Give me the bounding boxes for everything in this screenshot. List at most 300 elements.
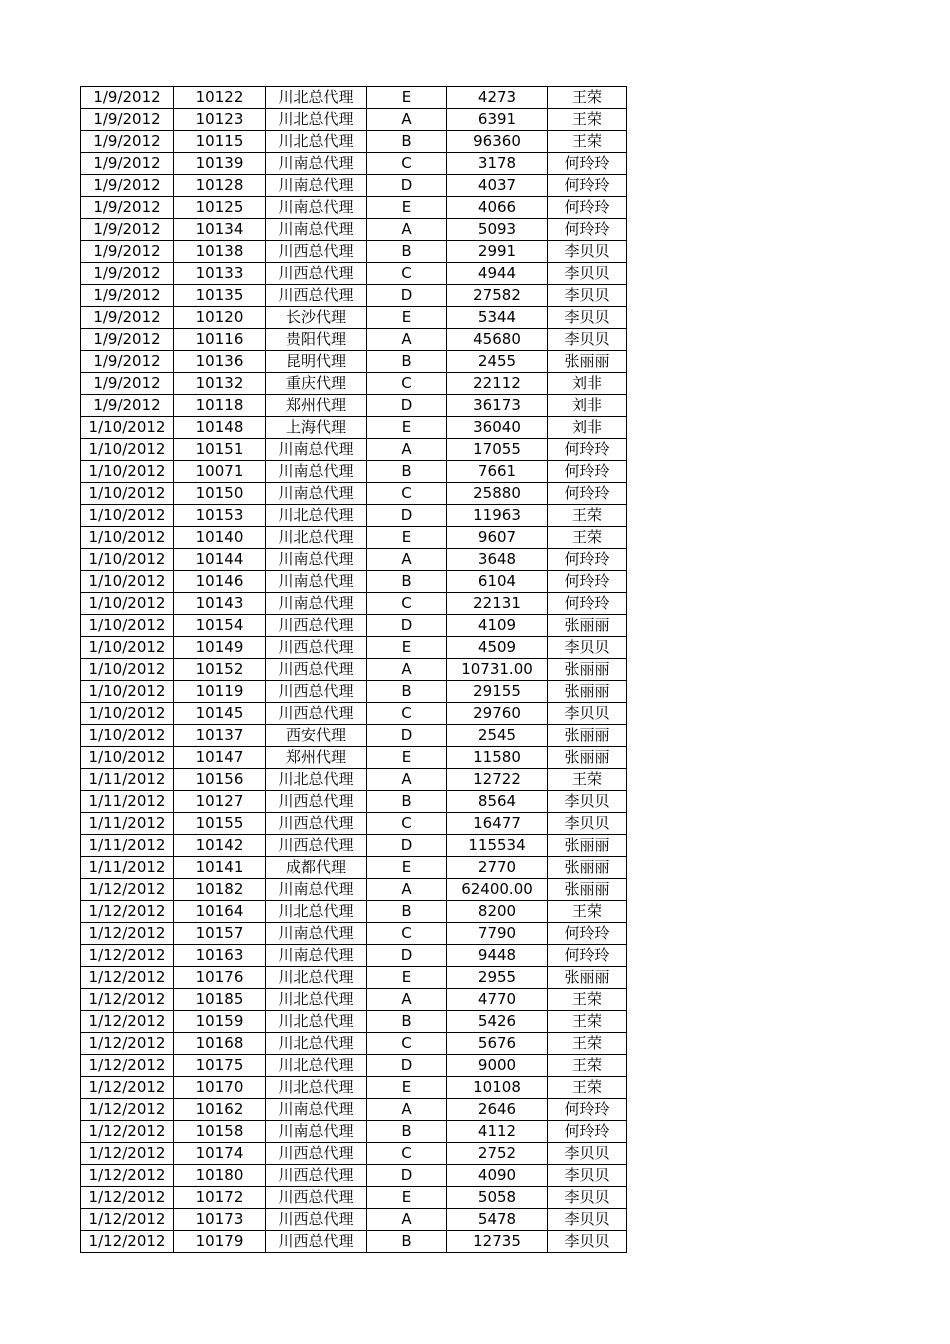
date-cell: 1/9/2012 bbox=[81, 87, 174, 109]
id-cell: 10172 bbox=[174, 1187, 266, 1209]
id-cell: 10182 bbox=[174, 879, 266, 901]
agent-cell: 川西总代理 bbox=[266, 659, 367, 681]
date-cell: 1/9/2012 bbox=[81, 395, 174, 417]
agent-cell: 川西总代理 bbox=[266, 1187, 367, 1209]
id-cell: 10135 bbox=[174, 285, 266, 307]
id-cell: 10116 bbox=[174, 329, 266, 351]
person-cell: 何玲玲 bbox=[548, 439, 627, 461]
table-row bbox=[81, 659, 627, 681]
amount-cell: 22112 bbox=[447, 373, 548, 395]
amount-cell: 4112 bbox=[447, 1121, 548, 1143]
person-cell: 张丽丽 bbox=[548, 747, 627, 769]
amount-cell: 5478 bbox=[447, 1209, 548, 1231]
table-row bbox=[81, 835, 627, 857]
grade-cell: A bbox=[367, 329, 447, 351]
table-row bbox=[81, 791, 627, 813]
agent-cell: 川北总代理 bbox=[266, 131, 367, 153]
agent-cell: 郑州代理 bbox=[266, 395, 367, 417]
data-table bbox=[80, 86, 627, 1253]
amount-cell: 8200 bbox=[447, 901, 548, 923]
table-row bbox=[81, 945, 627, 967]
amount-cell: 4770 bbox=[447, 989, 548, 1011]
person-cell: 王荣 bbox=[548, 769, 627, 791]
date-cell: 1/11/2012 bbox=[81, 857, 174, 879]
person-cell: 何玲玲 bbox=[548, 945, 627, 967]
id-cell: 10149 bbox=[174, 637, 266, 659]
grade-cell: C bbox=[367, 1143, 447, 1165]
amount-cell: 10731.00 bbox=[447, 659, 548, 681]
table-row bbox=[81, 813, 627, 835]
id-cell: 10141 bbox=[174, 857, 266, 879]
amount-cell: 45680 bbox=[447, 329, 548, 351]
date-cell: 1/10/2012 bbox=[81, 527, 174, 549]
amount-cell: 12735 bbox=[447, 1231, 548, 1253]
date-cell: 1/10/2012 bbox=[81, 461, 174, 483]
table-row bbox=[81, 901, 627, 923]
date-cell: 1/9/2012 bbox=[81, 175, 174, 197]
date-cell: 1/9/2012 bbox=[81, 197, 174, 219]
table-row bbox=[81, 87, 627, 109]
person-cell: 王荣 bbox=[548, 901, 627, 923]
table-row bbox=[81, 527, 627, 549]
person-cell: 李贝贝 bbox=[548, 1209, 627, 1231]
agent-cell: 川西总代理 bbox=[266, 791, 367, 813]
date-cell: 1/10/2012 bbox=[81, 747, 174, 769]
table-row bbox=[81, 593, 627, 615]
table-row bbox=[81, 373, 627, 395]
agent-cell: 郑州代理 bbox=[266, 747, 367, 769]
id-cell: 10176 bbox=[174, 967, 266, 989]
agent-cell: 川西总代理 bbox=[266, 615, 367, 637]
date-cell: 1/11/2012 bbox=[81, 813, 174, 835]
person-cell: 何玲玲 bbox=[548, 197, 627, 219]
table-row bbox=[81, 263, 627, 285]
agent-cell: 川南总代理 bbox=[266, 571, 367, 593]
table-row bbox=[81, 879, 627, 901]
table-row bbox=[81, 1055, 627, 1077]
grade-cell: E bbox=[367, 197, 447, 219]
date-cell: 1/9/2012 bbox=[81, 329, 174, 351]
person-cell: 王荣 bbox=[548, 1033, 627, 1055]
person-cell: 李贝贝 bbox=[548, 1143, 627, 1165]
table-row bbox=[81, 197, 627, 219]
table-row bbox=[81, 439, 627, 461]
amount-cell: 16477 bbox=[447, 813, 548, 835]
grade-cell: C bbox=[367, 593, 447, 615]
date-cell: 1/12/2012 bbox=[81, 967, 174, 989]
grade-cell: B bbox=[367, 901, 447, 923]
grade-cell: B bbox=[367, 241, 447, 263]
id-cell: 10155 bbox=[174, 813, 266, 835]
person-cell: 何玲玲 bbox=[548, 219, 627, 241]
id-cell: 10154 bbox=[174, 615, 266, 637]
id-cell: 10179 bbox=[174, 1231, 266, 1253]
date-cell: 1/9/2012 bbox=[81, 241, 174, 263]
grade-cell: E bbox=[367, 307, 447, 329]
id-cell: 10125 bbox=[174, 197, 266, 219]
id-cell: 10127 bbox=[174, 791, 266, 813]
date-cell: 1/10/2012 bbox=[81, 681, 174, 703]
grade-cell: C bbox=[367, 153, 447, 175]
id-cell: 10120 bbox=[174, 307, 266, 329]
id-cell: 10147 bbox=[174, 747, 266, 769]
date-cell: 1/12/2012 bbox=[81, 923, 174, 945]
person-cell: 刘非 bbox=[548, 395, 627, 417]
id-cell: 10174 bbox=[174, 1143, 266, 1165]
grade-cell: D bbox=[367, 285, 447, 307]
table-row bbox=[81, 483, 627, 505]
amount-cell: 96360 bbox=[447, 131, 548, 153]
id-cell: 10173 bbox=[174, 1209, 266, 1231]
table-row bbox=[81, 571, 627, 593]
amount-cell: 6104 bbox=[447, 571, 548, 593]
id-cell: 10152 bbox=[174, 659, 266, 681]
date-cell: 1/12/2012 bbox=[81, 1077, 174, 1099]
agent-cell: 成都代理 bbox=[266, 857, 367, 879]
person-cell: 何玲玲 bbox=[548, 1121, 627, 1143]
person-cell: 王荣 bbox=[548, 1055, 627, 1077]
id-cell: 10136 bbox=[174, 351, 266, 373]
date-cell: 1/12/2012 bbox=[81, 1011, 174, 1033]
id-cell: 10118 bbox=[174, 395, 266, 417]
amount-cell: 5093 bbox=[447, 219, 548, 241]
date-cell: 1/12/2012 bbox=[81, 1209, 174, 1231]
amount-cell: 5058 bbox=[447, 1187, 548, 1209]
date-cell: 1/12/2012 bbox=[81, 1055, 174, 1077]
amount-cell: 10108 bbox=[447, 1077, 548, 1099]
person-cell: 张丽丽 bbox=[548, 835, 627, 857]
agent-cell: 西安代理 bbox=[266, 725, 367, 747]
agent-cell: 川南总代理 bbox=[266, 461, 367, 483]
person-cell: 张丽丽 bbox=[548, 857, 627, 879]
agent-cell: 川南总代理 bbox=[266, 483, 367, 505]
id-cell: 10123 bbox=[174, 109, 266, 131]
amount-cell: 36040 bbox=[447, 417, 548, 439]
table-row bbox=[81, 1077, 627, 1099]
id-cell: 10144 bbox=[174, 549, 266, 571]
id-cell: 10159 bbox=[174, 1011, 266, 1033]
table-row bbox=[81, 1209, 627, 1231]
table-row bbox=[81, 703, 627, 725]
table-row bbox=[81, 923, 627, 945]
amount-cell: 4273 bbox=[447, 87, 548, 109]
date-cell: 1/9/2012 bbox=[81, 219, 174, 241]
date-cell: 1/10/2012 bbox=[81, 505, 174, 527]
date-cell: 1/12/2012 bbox=[81, 1143, 174, 1165]
id-cell: 10133 bbox=[174, 263, 266, 285]
id-cell: 10185 bbox=[174, 989, 266, 1011]
agent-cell: 重庆代理 bbox=[266, 373, 367, 395]
date-cell: 1/11/2012 bbox=[81, 791, 174, 813]
agent-cell: 上海代理 bbox=[266, 417, 367, 439]
agent-cell: 川西总代理 bbox=[266, 681, 367, 703]
person-cell: 李贝贝 bbox=[548, 263, 627, 285]
grade-cell: A bbox=[367, 219, 447, 241]
agent-cell: 川北总代理 bbox=[266, 505, 367, 527]
date-cell: 1/9/2012 bbox=[81, 153, 174, 175]
agent-cell: 川北总代理 bbox=[266, 1011, 367, 1033]
amount-cell: 62400.00 bbox=[447, 879, 548, 901]
table-row bbox=[81, 307, 627, 329]
agent-cell: 川西总代理 bbox=[266, 263, 367, 285]
person-cell: 李贝贝 bbox=[548, 307, 627, 329]
grade-cell: A bbox=[367, 109, 447, 131]
agent-cell: 川南总代理 bbox=[266, 1121, 367, 1143]
id-cell: 10163 bbox=[174, 945, 266, 967]
grade-cell: A bbox=[367, 439, 447, 461]
date-cell: 1/10/2012 bbox=[81, 615, 174, 637]
person-cell: 李贝贝 bbox=[548, 637, 627, 659]
table-row bbox=[81, 109, 627, 131]
person-cell: 李贝贝 bbox=[548, 703, 627, 725]
grade-cell: B bbox=[367, 681, 447, 703]
amount-cell: 4037 bbox=[447, 175, 548, 197]
person-cell: 刘非 bbox=[548, 373, 627, 395]
person-cell: 张丽丽 bbox=[548, 879, 627, 901]
grade-cell: E bbox=[367, 1077, 447, 1099]
date-cell: 1/9/2012 bbox=[81, 373, 174, 395]
table-row bbox=[81, 1121, 627, 1143]
date-cell: 1/12/2012 bbox=[81, 945, 174, 967]
grade-cell: A bbox=[367, 989, 447, 1011]
person-cell: 何玲玲 bbox=[548, 923, 627, 945]
id-cell: 10151 bbox=[174, 439, 266, 461]
agent-cell: 川北总代理 bbox=[266, 967, 367, 989]
grade-cell: B bbox=[367, 1011, 447, 1033]
table-row bbox=[81, 1165, 627, 1187]
agent-cell: 川西总代理 bbox=[266, 285, 367, 307]
grade-cell: C bbox=[367, 373, 447, 395]
person-cell: 李贝贝 bbox=[548, 1165, 627, 1187]
amount-cell: 12722 bbox=[447, 769, 548, 791]
agent-cell: 川南总代理 bbox=[266, 153, 367, 175]
table-row bbox=[81, 1231, 627, 1253]
table-row bbox=[81, 175, 627, 197]
person-cell: 王荣 bbox=[548, 1077, 627, 1099]
person-cell: 李贝贝 bbox=[548, 791, 627, 813]
grade-cell: A bbox=[367, 1099, 447, 1121]
date-cell: 1/12/2012 bbox=[81, 1099, 174, 1121]
grade-cell: D bbox=[367, 615, 447, 637]
date-cell: 1/12/2012 bbox=[81, 879, 174, 901]
table-row bbox=[81, 989, 627, 1011]
agent-cell: 川南总代理 bbox=[266, 439, 367, 461]
table-row bbox=[81, 769, 627, 791]
amount-cell: 29760 bbox=[447, 703, 548, 725]
agent-cell: 川西总代理 bbox=[266, 1143, 367, 1165]
table-row bbox=[81, 395, 627, 417]
person-cell: 李贝贝 bbox=[548, 1187, 627, 1209]
grade-cell: A bbox=[367, 549, 447, 571]
table-row bbox=[81, 615, 627, 637]
table-row bbox=[81, 417, 627, 439]
amount-cell: 3648 bbox=[447, 549, 548, 571]
date-cell: 1/10/2012 bbox=[81, 659, 174, 681]
agent-cell: 川北总代理 bbox=[266, 109, 367, 131]
amount-cell: 115534 bbox=[447, 835, 548, 857]
grade-cell: E bbox=[367, 637, 447, 659]
agent-cell: 川西总代理 bbox=[266, 637, 367, 659]
id-cell: 10122 bbox=[174, 87, 266, 109]
id-cell: 10175 bbox=[174, 1055, 266, 1077]
table-row bbox=[81, 967, 627, 989]
agent-cell: 川西总代理 bbox=[266, 813, 367, 835]
id-cell: 10164 bbox=[174, 901, 266, 923]
agent-cell: 川南总代理 bbox=[266, 923, 367, 945]
grade-cell: A bbox=[367, 879, 447, 901]
table-row bbox=[81, 241, 627, 263]
table-row bbox=[81, 857, 627, 879]
amount-cell: 29155 bbox=[447, 681, 548, 703]
grade-cell: C bbox=[367, 703, 447, 725]
id-cell: 10071 bbox=[174, 461, 266, 483]
agent-cell: 贵阳代理 bbox=[266, 329, 367, 351]
amount-cell: 2770 bbox=[447, 857, 548, 879]
id-cell: 10134 bbox=[174, 219, 266, 241]
person-cell: 王荣 bbox=[548, 87, 627, 109]
agent-cell: 川北总代理 bbox=[266, 989, 367, 1011]
agent-cell: 川南总代理 bbox=[266, 593, 367, 615]
grade-cell: B bbox=[367, 791, 447, 813]
table-row bbox=[81, 285, 627, 307]
person-cell: 李贝贝 bbox=[548, 285, 627, 307]
amount-cell: 5426 bbox=[447, 1011, 548, 1033]
person-cell: 王荣 bbox=[548, 527, 627, 549]
table-row bbox=[81, 153, 627, 175]
grade-cell: A bbox=[367, 1209, 447, 1231]
grade-cell: D bbox=[367, 835, 447, 857]
id-cell: 10157 bbox=[174, 923, 266, 945]
agent-cell: 川北总代理 bbox=[266, 769, 367, 791]
table-row bbox=[81, 1099, 627, 1121]
amount-cell: 9000 bbox=[447, 1055, 548, 1077]
id-cell: 10180 bbox=[174, 1165, 266, 1187]
table-row bbox=[81, 747, 627, 769]
amount-cell: 2752 bbox=[447, 1143, 548, 1165]
person-cell: 李贝贝 bbox=[548, 1231, 627, 1253]
date-cell: 1/11/2012 bbox=[81, 835, 174, 857]
agent-cell: 川南总代理 bbox=[266, 549, 367, 571]
date-cell: 1/10/2012 bbox=[81, 571, 174, 593]
amount-cell: 11580 bbox=[447, 747, 548, 769]
id-cell: 10137 bbox=[174, 725, 266, 747]
id-cell: 10148 bbox=[174, 417, 266, 439]
grade-cell: D bbox=[367, 725, 447, 747]
grade-cell: E bbox=[367, 1187, 447, 1209]
person-cell: 张丽丽 bbox=[548, 659, 627, 681]
date-cell: 1/10/2012 bbox=[81, 593, 174, 615]
grade-cell: B bbox=[367, 461, 447, 483]
grade-cell: B bbox=[367, 571, 447, 593]
amount-cell: 11963 bbox=[447, 505, 548, 527]
id-cell: 10170 bbox=[174, 1077, 266, 1099]
amount-cell: 22131 bbox=[447, 593, 548, 615]
amount-cell: 25880 bbox=[447, 483, 548, 505]
table-row bbox=[81, 461, 627, 483]
id-cell: 10140 bbox=[174, 527, 266, 549]
date-cell: 1/12/2012 bbox=[81, 901, 174, 923]
grade-cell: D bbox=[367, 175, 447, 197]
agent-cell: 川北总代理 bbox=[266, 901, 367, 923]
amount-cell: 4944 bbox=[447, 263, 548, 285]
amount-cell: 4066 bbox=[447, 197, 548, 219]
id-cell: 10139 bbox=[174, 153, 266, 175]
amount-cell: 7790 bbox=[447, 923, 548, 945]
person-cell: 王荣 bbox=[548, 989, 627, 1011]
person-cell: 何玲玲 bbox=[548, 461, 627, 483]
id-cell: 10128 bbox=[174, 175, 266, 197]
id-cell: 10146 bbox=[174, 571, 266, 593]
grade-cell: D bbox=[367, 505, 447, 527]
table-row bbox=[81, 1187, 627, 1209]
amount-cell: 4509 bbox=[447, 637, 548, 659]
agent-cell: 川西总代理 bbox=[266, 1165, 367, 1187]
agent-cell: 川南总代理 bbox=[266, 945, 367, 967]
date-cell: 1/9/2012 bbox=[81, 263, 174, 285]
date-cell: 1/12/2012 bbox=[81, 1231, 174, 1253]
date-cell: 1/9/2012 bbox=[81, 109, 174, 131]
amount-cell: 5676 bbox=[447, 1033, 548, 1055]
grade-cell: D bbox=[367, 395, 447, 417]
grade-cell: E bbox=[367, 967, 447, 989]
grade-cell: D bbox=[367, 1165, 447, 1187]
date-cell: 1/10/2012 bbox=[81, 725, 174, 747]
agent-cell: 川北总代理 bbox=[266, 1033, 367, 1055]
amount-cell: 27582 bbox=[447, 285, 548, 307]
grade-cell: C bbox=[367, 483, 447, 505]
date-cell: 1/12/2012 bbox=[81, 1187, 174, 1209]
person-cell: 何玲玲 bbox=[548, 571, 627, 593]
grade-cell: E bbox=[367, 417, 447, 439]
person-cell: 刘非 bbox=[548, 417, 627, 439]
amount-cell: 9448 bbox=[447, 945, 548, 967]
amount-cell: 2991 bbox=[447, 241, 548, 263]
id-cell: 10156 bbox=[174, 769, 266, 791]
person-cell: 何玲玲 bbox=[548, 549, 627, 571]
date-cell: 1/10/2012 bbox=[81, 417, 174, 439]
date-cell: 1/9/2012 bbox=[81, 351, 174, 373]
table-row bbox=[81, 549, 627, 571]
person-cell: 李贝贝 bbox=[548, 241, 627, 263]
table-row bbox=[81, 1143, 627, 1165]
grade-cell: A bbox=[367, 769, 447, 791]
person-cell: 何玲玲 bbox=[548, 153, 627, 175]
grade-cell: C bbox=[367, 813, 447, 835]
date-cell: 1/9/2012 bbox=[81, 131, 174, 153]
id-cell: 10138 bbox=[174, 241, 266, 263]
amount-cell: 2545 bbox=[447, 725, 548, 747]
id-cell: 10142 bbox=[174, 835, 266, 857]
date-cell: 1/12/2012 bbox=[81, 1033, 174, 1055]
date-cell: 1/10/2012 bbox=[81, 703, 174, 725]
grade-cell: D bbox=[367, 945, 447, 967]
grade-cell: B bbox=[367, 351, 447, 373]
table-row bbox=[81, 681, 627, 703]
person-cell: 张丽丽 bbox=[548, 681, 627, 703]
date-cell: 1/10/2012 bbox=[81, 439, 174, 461]
amount-cell: 36173 bbox=[447, 395, 548, 417]
date-cell: 1/9/2012 bbox=[81, 307, 174, 329]
agent-cell: 川西总代理 bbox=[266, 1231, 367, 1253]
agent-cell: 川北总代理 bbox=[266, 87, 367, 109]
grade-cell: D bbox=[367, 1055, 447, 1077]
table-row bbox=[81, 219, 627, 241]
amount-cell: 2955 bbox=[447, 967, 548, 989]
agent-cell: 川南总代理 bbox=[266, 197, 367, 219]
agent-cell: 川北总代理 bbox=[266, 1077, 367, 1099]
date-cell: 1/10/2012 bbox=[81, 549, 174, 571]
person-cell: 何玲玲 bbox=[548, 1099, 627, 1121]
